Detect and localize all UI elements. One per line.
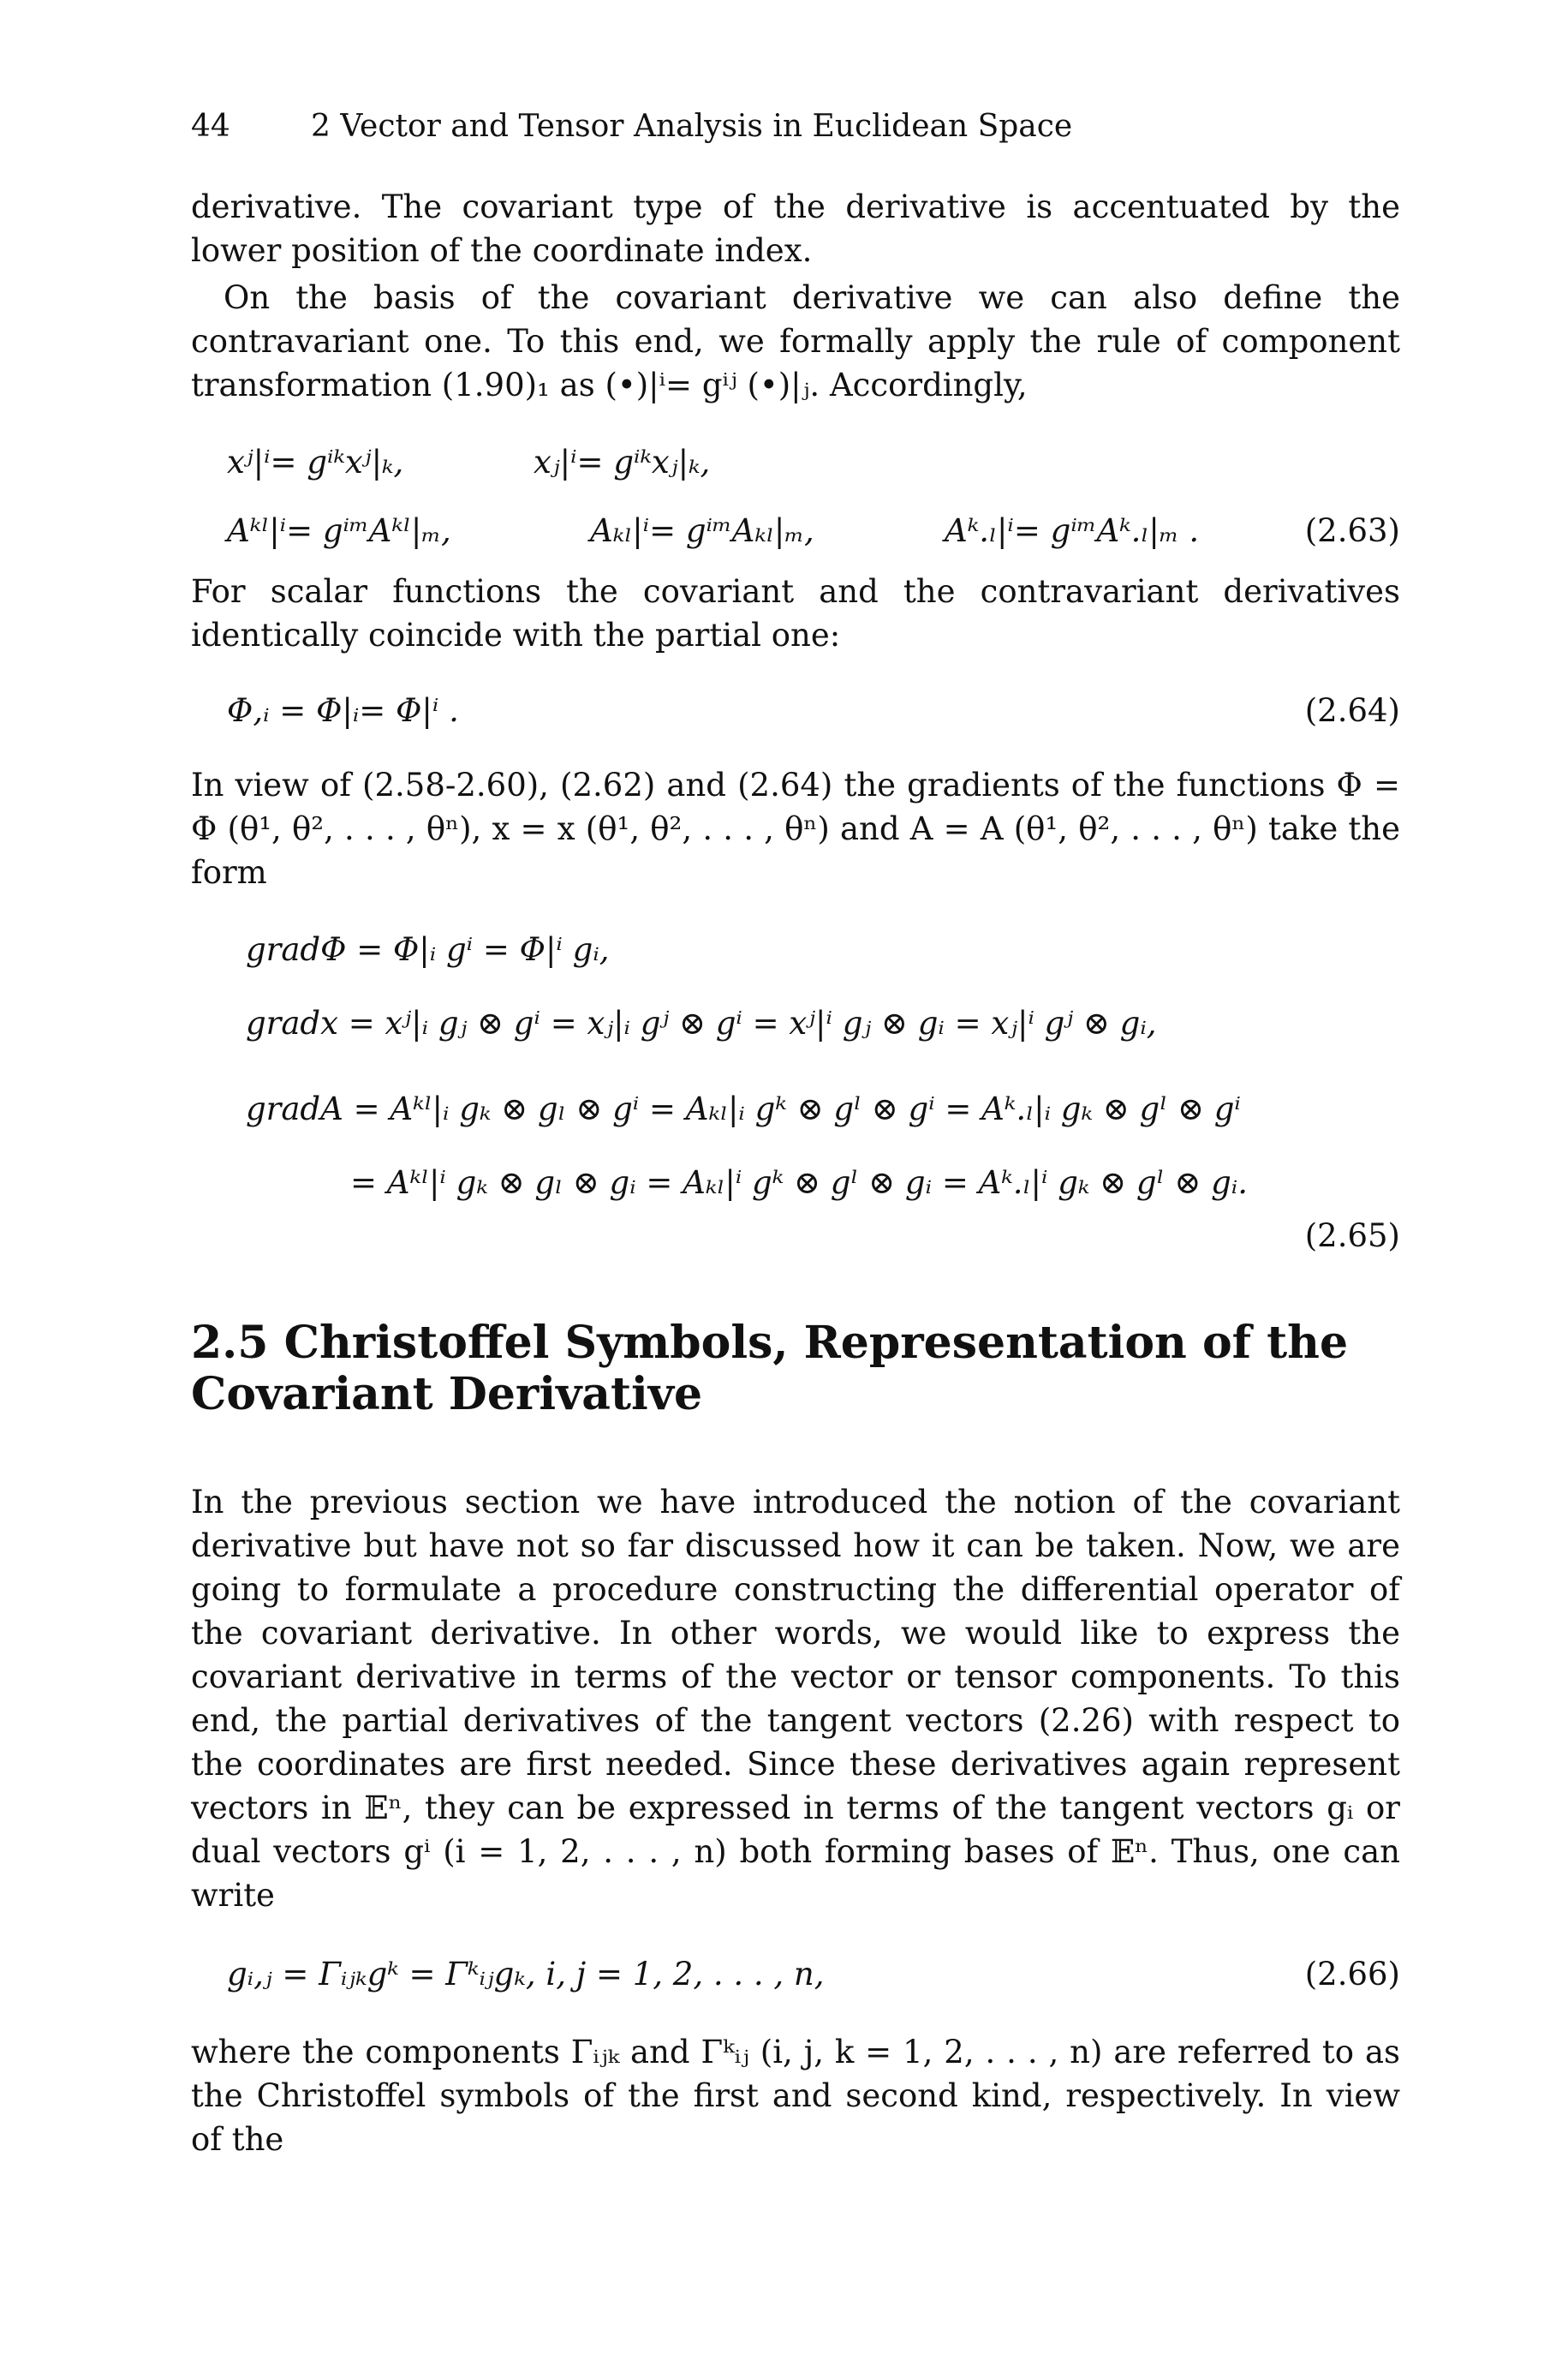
eq-2-65-line-4: = Aᵏˡ|ⁱ gₖ ⊗ gₗ ⊗ gᵢ = Aₖₗ|ⁱ gᵏ ⊗ gˡ ⊗ gᵢ = Aᵏ.ₗ|ⁱ gₖ ⊗ gˡ ⊗ gᵢ.	[350, 1164, 1248, 1201]
eq-2-63-term-3: Aᵏˡ|ⁱ= gⁱᵐAᵏˡ|ₘ,	[227, 512, 451, 549]
equation-2-65	[191, 929, 1400, 1270]
running-title: 2 Vector and Tensor Analysis in Euclidean Space	[311, 109, 1073, 144]
eq-2-64-body: Φ,ᵢ = Φ|ᵢ= Φ|ⁱ .	[227, 692, 459, 729]
eq-2-65-line-2: gradx = xʲ|ᵢ gⱼ ⊗ gⁱ = xⱼ|ᵢ gʲ ⊗ gⁱ = xʲ|ⁱ gⱼ ⊗ gᵢ = xⱼ|ⁱ gʲ ⊗ gᵢ,	[246, 1005, 1157, 1042]
eq-2-65-line-3: gradA = Aᵏˡ|ᵢ gₖ ⊗ gₗ ⊗ gⁱ = Aₖₗ|ᵢ gᵏ ⊗ gˡ ⊗ gⁱ = Aᵏ.ₗ|ᵢ gₖ ⊗ gˡ ⊗ gⁱ	[246, 1090, 1241, 1127]
section-heading: 2.5 Christoffel Symbols, Representation of the Covariant Derivative	[191, 1317, 1349, 1420]
paragraph-5: In the previous section we have introduced the notion of the covariant derivative but have not so far discussed how it can be taken. Now, we are going to formulate a procedure constructing the differential operator of the covariant derivative. In other words, we would like to express the covariant derivative in terms of the vector or tensor components. To this end, the partial derivatives of the tangent vectors (2.26) with respect to the coordinates are first needed. Since these derivatives again represent vectors in 𝔼ⁿ, they can be expressed in terms of the tangent vectors gᵢ or dual vectors gⁱ (i = 1, 2, . . . , n) both forming bases of 𝔼ⁿ. Thus, one can write	[191, 1484, 1400, 1914]
paragraph-2: On the basis of the covariant derivative we can also define the contravariant one. To this end, we formally apply the rule of component transformation (1.90)₁ as (•)|ⁱ= gⁱʲ (•)|ⱼ. Accordingly,	[191, 279, 1400, 403]
page-number: 44	[191, 109, 230, 144]
eq-2-65-line-1: gradΦ = Φ|ᵢ gⁱ = Φ|ⁱ gᵢ,	[246, 931, 610, 968]
eq-number-2-64: (2.64)	[1304, 692, 1400, 729]
paragraph-3: For scalar functions the covariant and the contravariant derivatives identically coincide with the partial one:	[191, 573, 1400, 654]
paragraph-6: where the components Γᵢⱼₖ and Γᵏᵢⱼ (i, j, k = 1, 2, . . . , n) are referred to as the Christoffel symbols of the first and second kind, respectively. In view of the	[191, 2034, 1400, 2158]
eq-2-63-term-5: Aᵏ.ₗ|ⁱ= gⁱᵐAᵏ.ₗ|ₘ .	[945, 512, 1200, 549]
eq-number-2-65: (2.65)	[1304, 1217, 1400, 1254]
paragraph-1: derivative. The covariant type of the derivative is accentuated by the lower position of the coordinate index.	[191, 188, 1400, 269]
eq-number-2-66: (2.66)	[1304, 1956, 1400, 1993]
eq-2-63-term-1: xʲ|ⁱ= gⁱᵏxʲ|ₖ,	[227, 444, 404, 481]
running-header	[191, 101, 1400, 152]
eq-2-63-term-4: Aₖₗ|ⁱ= gⁱᵐAₖₗ|ₘ,	[590, 512, 814, 549]
page	[191, 101, 1400, 2161]
eq-number-2-63: (2.63)	[1304, 512, 1400, 549]
eq-2-66-body: gᵢ,ⱼ = Γᵢⱼₖgᵏ = Γᵏᵢⱼgₖ, i, j = 1, 2, . . . , n,	[227, 1956, 825, 1993]
equation-2-66	[191, 1953, 1400, 2008]
paragraph-4: In view of (2.58-2.60), (2.62) and (2.64) the gradients of the functions Φ = Φ (θ¹, θ², . . . , θⁿ), x = x (θ¹, θ², . . . , θⁿ) and A = A (θ¹, θ², . . . , θⁿ) take the form	[191, 767, 1400, 891]
eq-2-63-term-2: xⱼ|ⁱ= gⁱᵏxⱼ|ₖ,	[534, 444, 711, 481]
equation-2-63	[191, 441, 1400, 565]
equation-2-64	[191, 690, 1400, 744]
